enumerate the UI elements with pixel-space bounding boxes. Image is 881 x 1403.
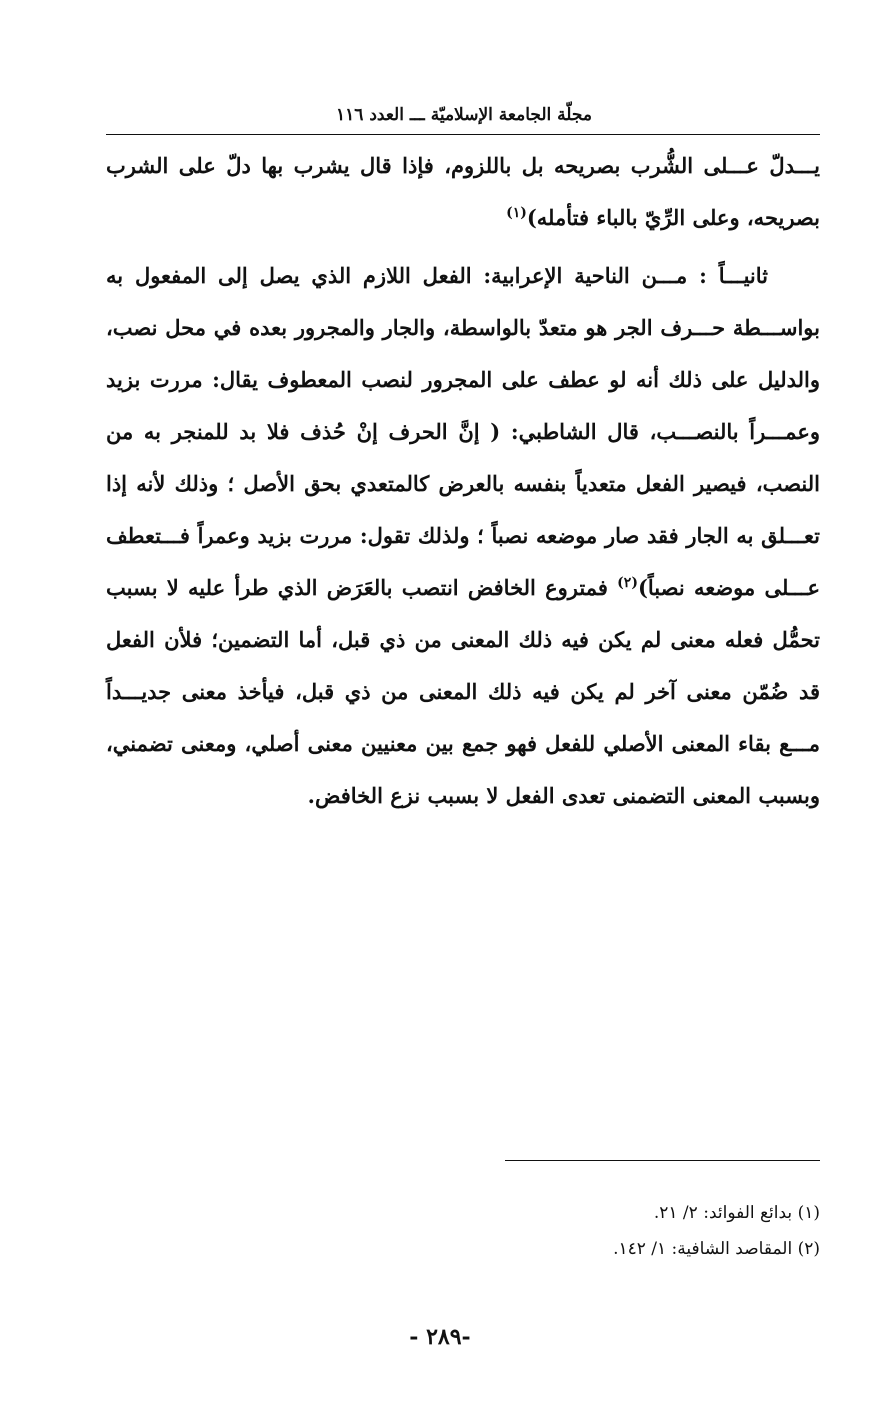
footnote-ref-1: (١) (506, 205, 527, 221)
page-number: -٢٨٩ - (409, 1324, 471, 1350)
paragraph-2 (106, 250, 820, 822)
footnote-1: (١) بدائع الفوائد: ٢/ ٢١. (653, 1203, 820, 1223)
footnote-ref-2: (٢) (617, 575, 638, 591)
footnote-2: (٢) المقاصد الشافية: ١/ ١٤٢. (613, 1239, 820, 1259)
paragraph-1-text: يـــدلّ عـــلى الشُّرب بصريحه بل باللزوم، فإذا قال يشرب بها دلّ على الشرب بصريحه، وعلى الرِّيّ بالباء فتأمله) (106, 153, 820, 230)
header-divider (106, 134, 820, 135)
paragraph-1 (106, 140, 820, 244)
paragraph-2-text: ثانيـــاً : مـــن الناحية الإعرابية: الفعل اللازم الذي يصل إلى المفعول به بواســـطة حـــرف الجر هو متعدّ بالواسطة، والجار والمجرور بعده في محل نصب، والدليل على ذلك أنه لو عطف على المجرور لنصب المعطوف يقال: مررت بزيد وعمـــراً بالنصـــب، قال الشاطبي: ( إنَّ الحرف إنْ حُذف فلا بد للمنجر به من النصب، فيصير الفعل متعدياً بنفسه بالعرض كالمتعدي بحق الأصل ؛ وذلك لأنه إذا تعـــلق به الجار فقد صار موضعه نصباً ؛ ولذلك تقول: مررت بزيد وعمراً فـــتعطف عـــلى موضعه نصباً) (106, 263, 821, 600)
body-text (106, 140, 820, 822)
paragraph-2-tail: فمتروع الخافض انتصب بالعَرَض الذي طرأ عليه لا بسبب تحمُّل فعله معنى لم يكن فيه ذلك المعنى من ذي قبل، أما التضمين؛ فلأن الفعل قد ضُمّن معنى آخر لم يكن فيه ذلك المعنى من ذي قبل، فيأخذ معنى جديـــداً مـــع بقاء المعنى الأصلي للفعل فهو جمع بين معنيين معنى أصلي، ومعنى تضمني، وبسبب المعنى التضمنى تعدى الفعل لا بسبب نزع الخافض. (106, 575, 820, 808)
footnotes (106, 1195, 820, 1267)
footnote-divider (505, 1160, 820, 1161)
running-header: مجلّة الجامعة الإسلاميّة ـــ العدد ١١٦ (336, 105, 592, 125)
